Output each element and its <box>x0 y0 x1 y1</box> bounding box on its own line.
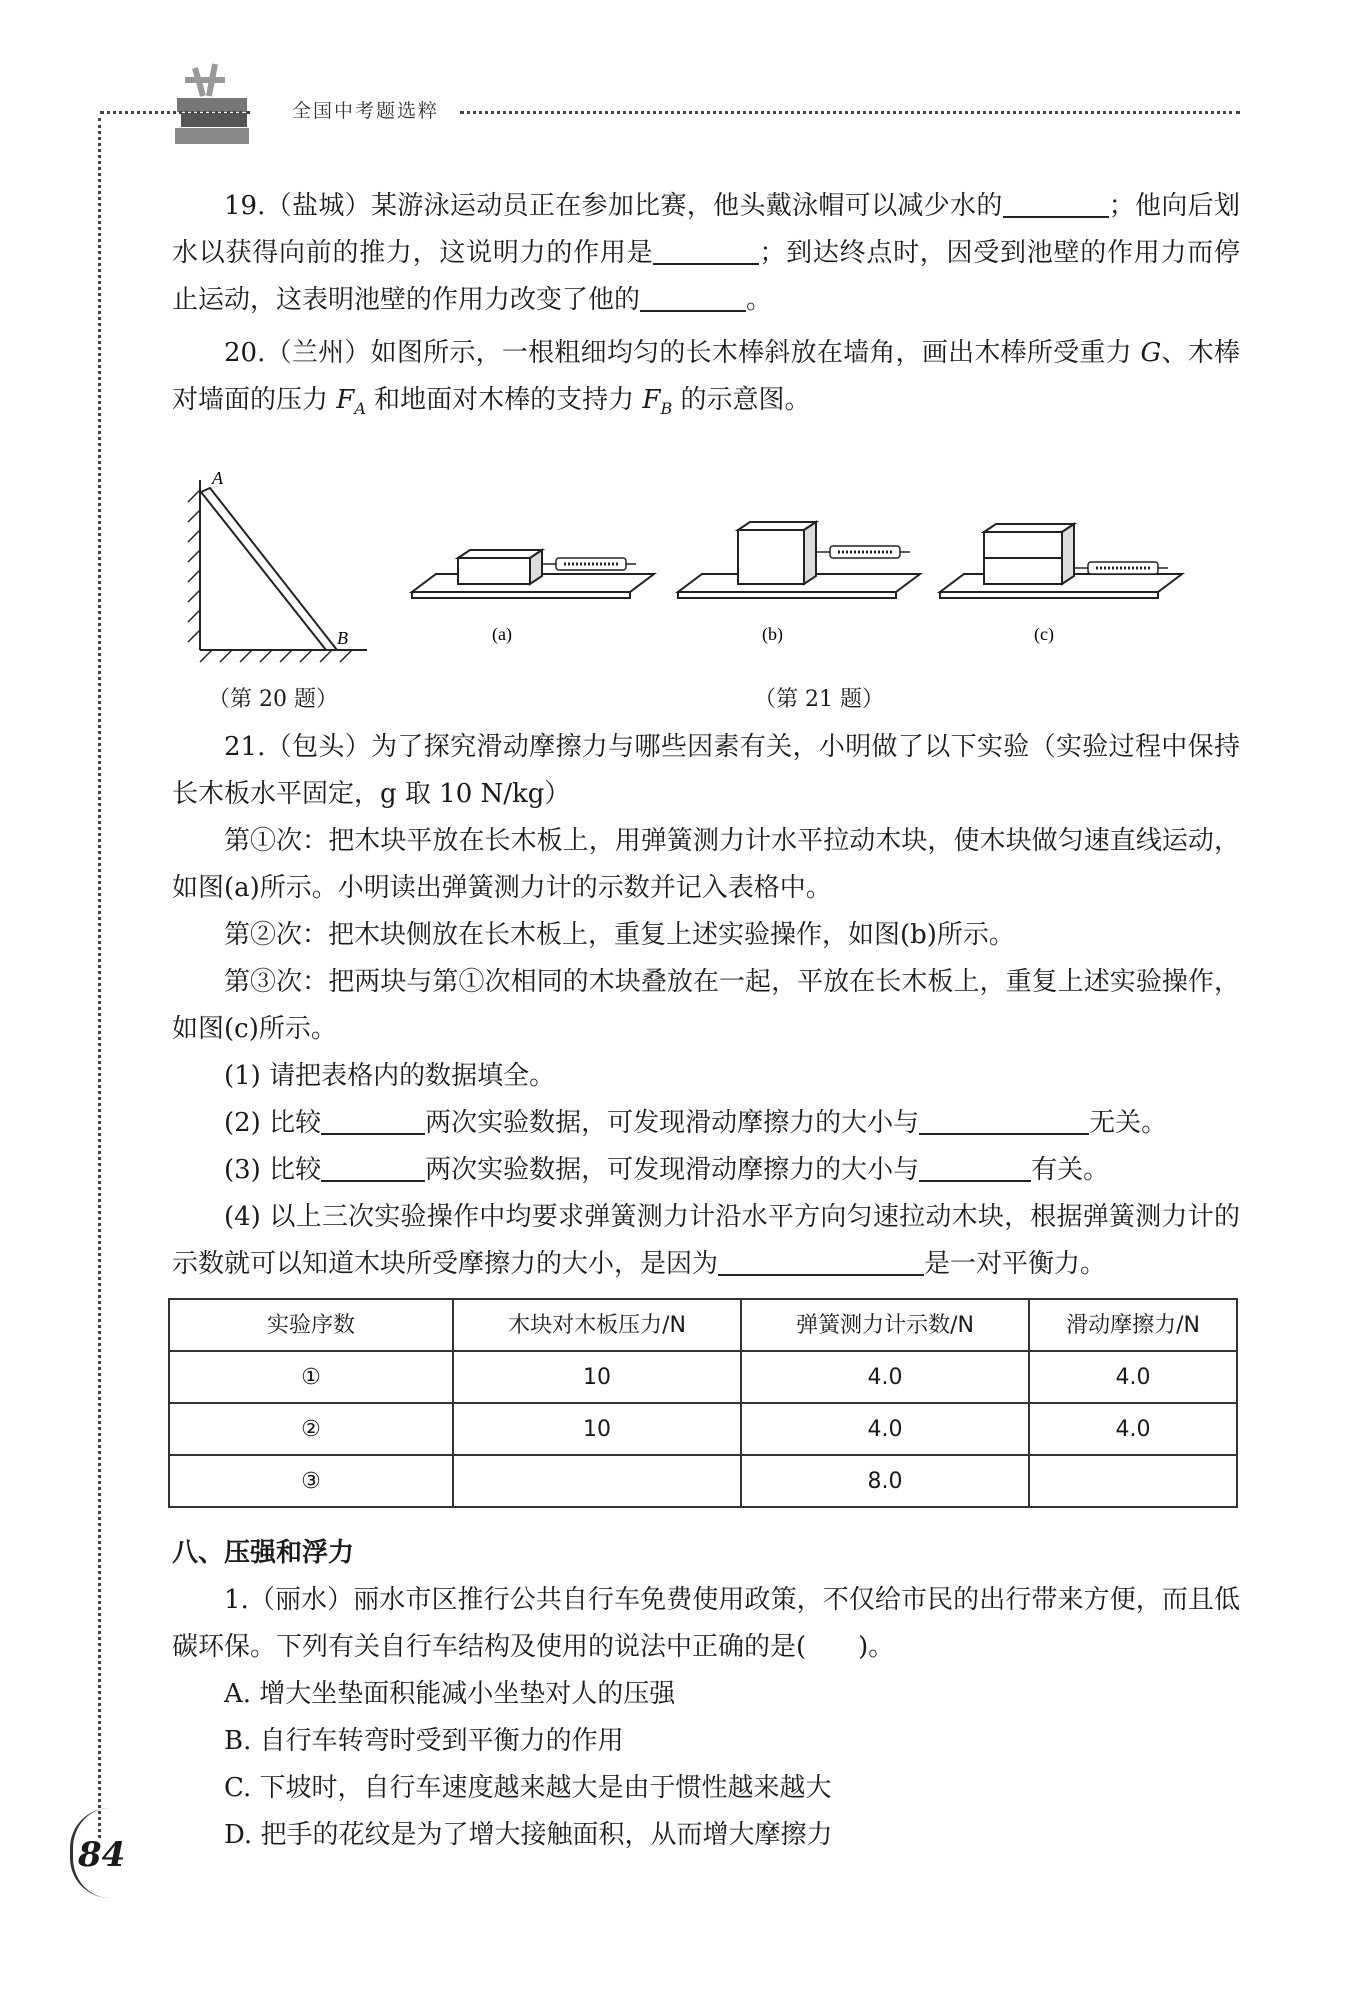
question-20: 20.（兰州）如图所示，一根粗细均匀的长木棒斜放在墙角，画出木棒所受重力 G、木棒对墙面的压力 $F_A$ 和地面对木棒的支持力 $F_B$ 的示意图。 <box>172 338 1240 419</box>
answer-blank <box>919 1103 1089 1135</box>
option-c: C. 下坡时，自行车速度越来越大是由于惯性越来越大 <box>224 1773 832 1804</box>
header-rule-left <box>100 111 250 114</box>
answer-blank <box>640 280 746 312</box>
table-header-cell: 弹簧测力计示数/N <box>741 1299 1029 1351</box>
figure-b-label: (b) <box>762 624 783 645</box>
option-b: B. 自行车转弯时受到平衡力的作用 <box>224 1726 624 1757</box>
page-content <box>172 183 1240 1859</box>
table-cell: 8.0 <box>741 1455 1029 1507</box>
table-header-cell: 滑动摩擦力/N <box>1029 1299 1237 1351</box>
question-21-step2: 第②次：把木块侧放在长木板上，重复上述实验操作，如图(b)所示。 <box>224 920 1015 951</box>
table-cell: 10 <box>453 1351 741 1403</box>
answer-blank <box>653 233 759 265</box>
point-b-label: B <box>337 628 348 649</box>
answer-blank <box>718 1244 924 1276</box>
page-number: 84 <box>78 1835 126 1875</box>
table-cell: ① <box>169 1351 453 1403</box>
table-cell: 4.0 <box>741 1351 1029 1403</box>
answer-blank <box>919 1150 1031 1182</box>
question-21-step3: 第③次：把两块与第①次相同的木块叠放在一起，平放在长木板上，重复上述实验操作，如图(c)所示。 <box>172 967 1240 1045</box>
figure-a-label: (a) <box>492 624 512 645</box>
table-cell: 4.0 <box>1029 1351 1237 1403</box>
question-21-sub1: (1) 请把表格内的数据填全。 <box>224 1061 556 1092</box>
header-rule <box>460 111 1240 114</box>
table-row <box>169 1351 1237 1403</box>
margin-rule <box>98 118 101 1838</box>
figure-21b <box>678 522 920 645</box>
table-cell: 4.0 <box>741 1403 1029 1455</box>
answer-blank <box>1003 186 1109 218</box>
question-19: 19.（盐城）某游泳运动员正在参加比赛，他头戴泳帽可以减少水的 ；他向后划水以获得向前的推力，这说明力的作用是 ；到达终点时，因受到池壁的作用力而停止运动，这表明池壁的作用力改变了他的 。 <box>172 183 1240 324</box>
question-21-intro: 21.（包头）为了探究滑动摩擦力与哪些因素有关，小明做了以下实验（实验过程中保持长木板水平固定，g 取 10 N/kg） <box>172 732 1240 810</box>
experiment-table <box>168 1298 1238 1508</box>
figure-21c <box>940 524 1182 645</box>
option-a: A. 增大坐垫面积能减小坐垫对人的压强 <box>224 1679 676 1710</box>
section-title: 八、压强和浮力 <box>172 1538 355 1569</box>
table-header-row <box>169 1299 1237 1351</box>
figure-20 <box>188 468 367 662</box>
point-a-label: A <box>212 468 223 489</box>
figure-c-label: (c) <box>1034 624 1054 645</box>
answer-blank <box>321 1103 425 1135</box>
table-cell: ③ <box>169 1455 453 1507</box>
question-21-step1: 第①次：把木块平放在长木板上，用弹簧测力计水平拉动木块，使木块做匀速直线运动，如图(a)所示。小明读出弹簧测力计的示数并记入表格中。 <box>172 826 1240 904</box>
question-21-sub4: (4) 以上三次实验操作中均要求弹簧测力计沿水平方向匀速拉动木块，根据弹簧测力计的示数就可以知道木块所受摩擦力的大小，是因为 是一对平衡力。 <box>172 1202 1240 1280</box>
answer-blank <box>321 1150 425 1182</box>
figure-21a <box>412 550 654 645</box>
question-8-1: 1.（丽水）丽水市区推行公共自行车免费使用政策，不仅给市民的出行带来方便，而且低碳环保。下列有关自行车结构及使用的说法中正确的是( )。 <box>172 1585 1240 1663</box>
question-21-sub3: (3) 比较 两次实验数据，可发现滑动摩擦力的大小与 有关。 <box>172 1147 1240 1194</box>
table-cell: ② <box>169 1403 453 1455</box>
figures-row <box>172 440 1240 718</box>
table-cell: 10 <box>453 1403 741 1455</box>
table-header-cell: 木块对木板压力/N <box>453 1299 741 1351</box>
header-title: 全国中考题选粹 <box>292 100 440 122</box>
table-cell <box>453 1455 741 1507</box>
caption-21: （第 21 题） <box>754 687 884 713</box>
table-cell <box>1029 1455 1237 1507</box>
caption-20: （第 20 题） <box>208 687 338 713</box>
table-row <box>169 1403 1237 1455</box>
table-cell: 4.0 <box>1029 1403 1237 1455</box>
book-stack-icon <box>155 58 275 158</box>
table-header-cell: 实验序数 <box>169 1299 453 1351</box>
question-21-sub2: (2) 比较 两次实验数据，可发现滑动摩擦力的大小与 无关。 <box>172 1100 1240 1147</box>
option-d: D. 把手的花纹是为了增大接触面积，从而增大摩擦力 <box>224 1820 833 1851</box>
table-row <box>169 1455 1237 1507</box>
